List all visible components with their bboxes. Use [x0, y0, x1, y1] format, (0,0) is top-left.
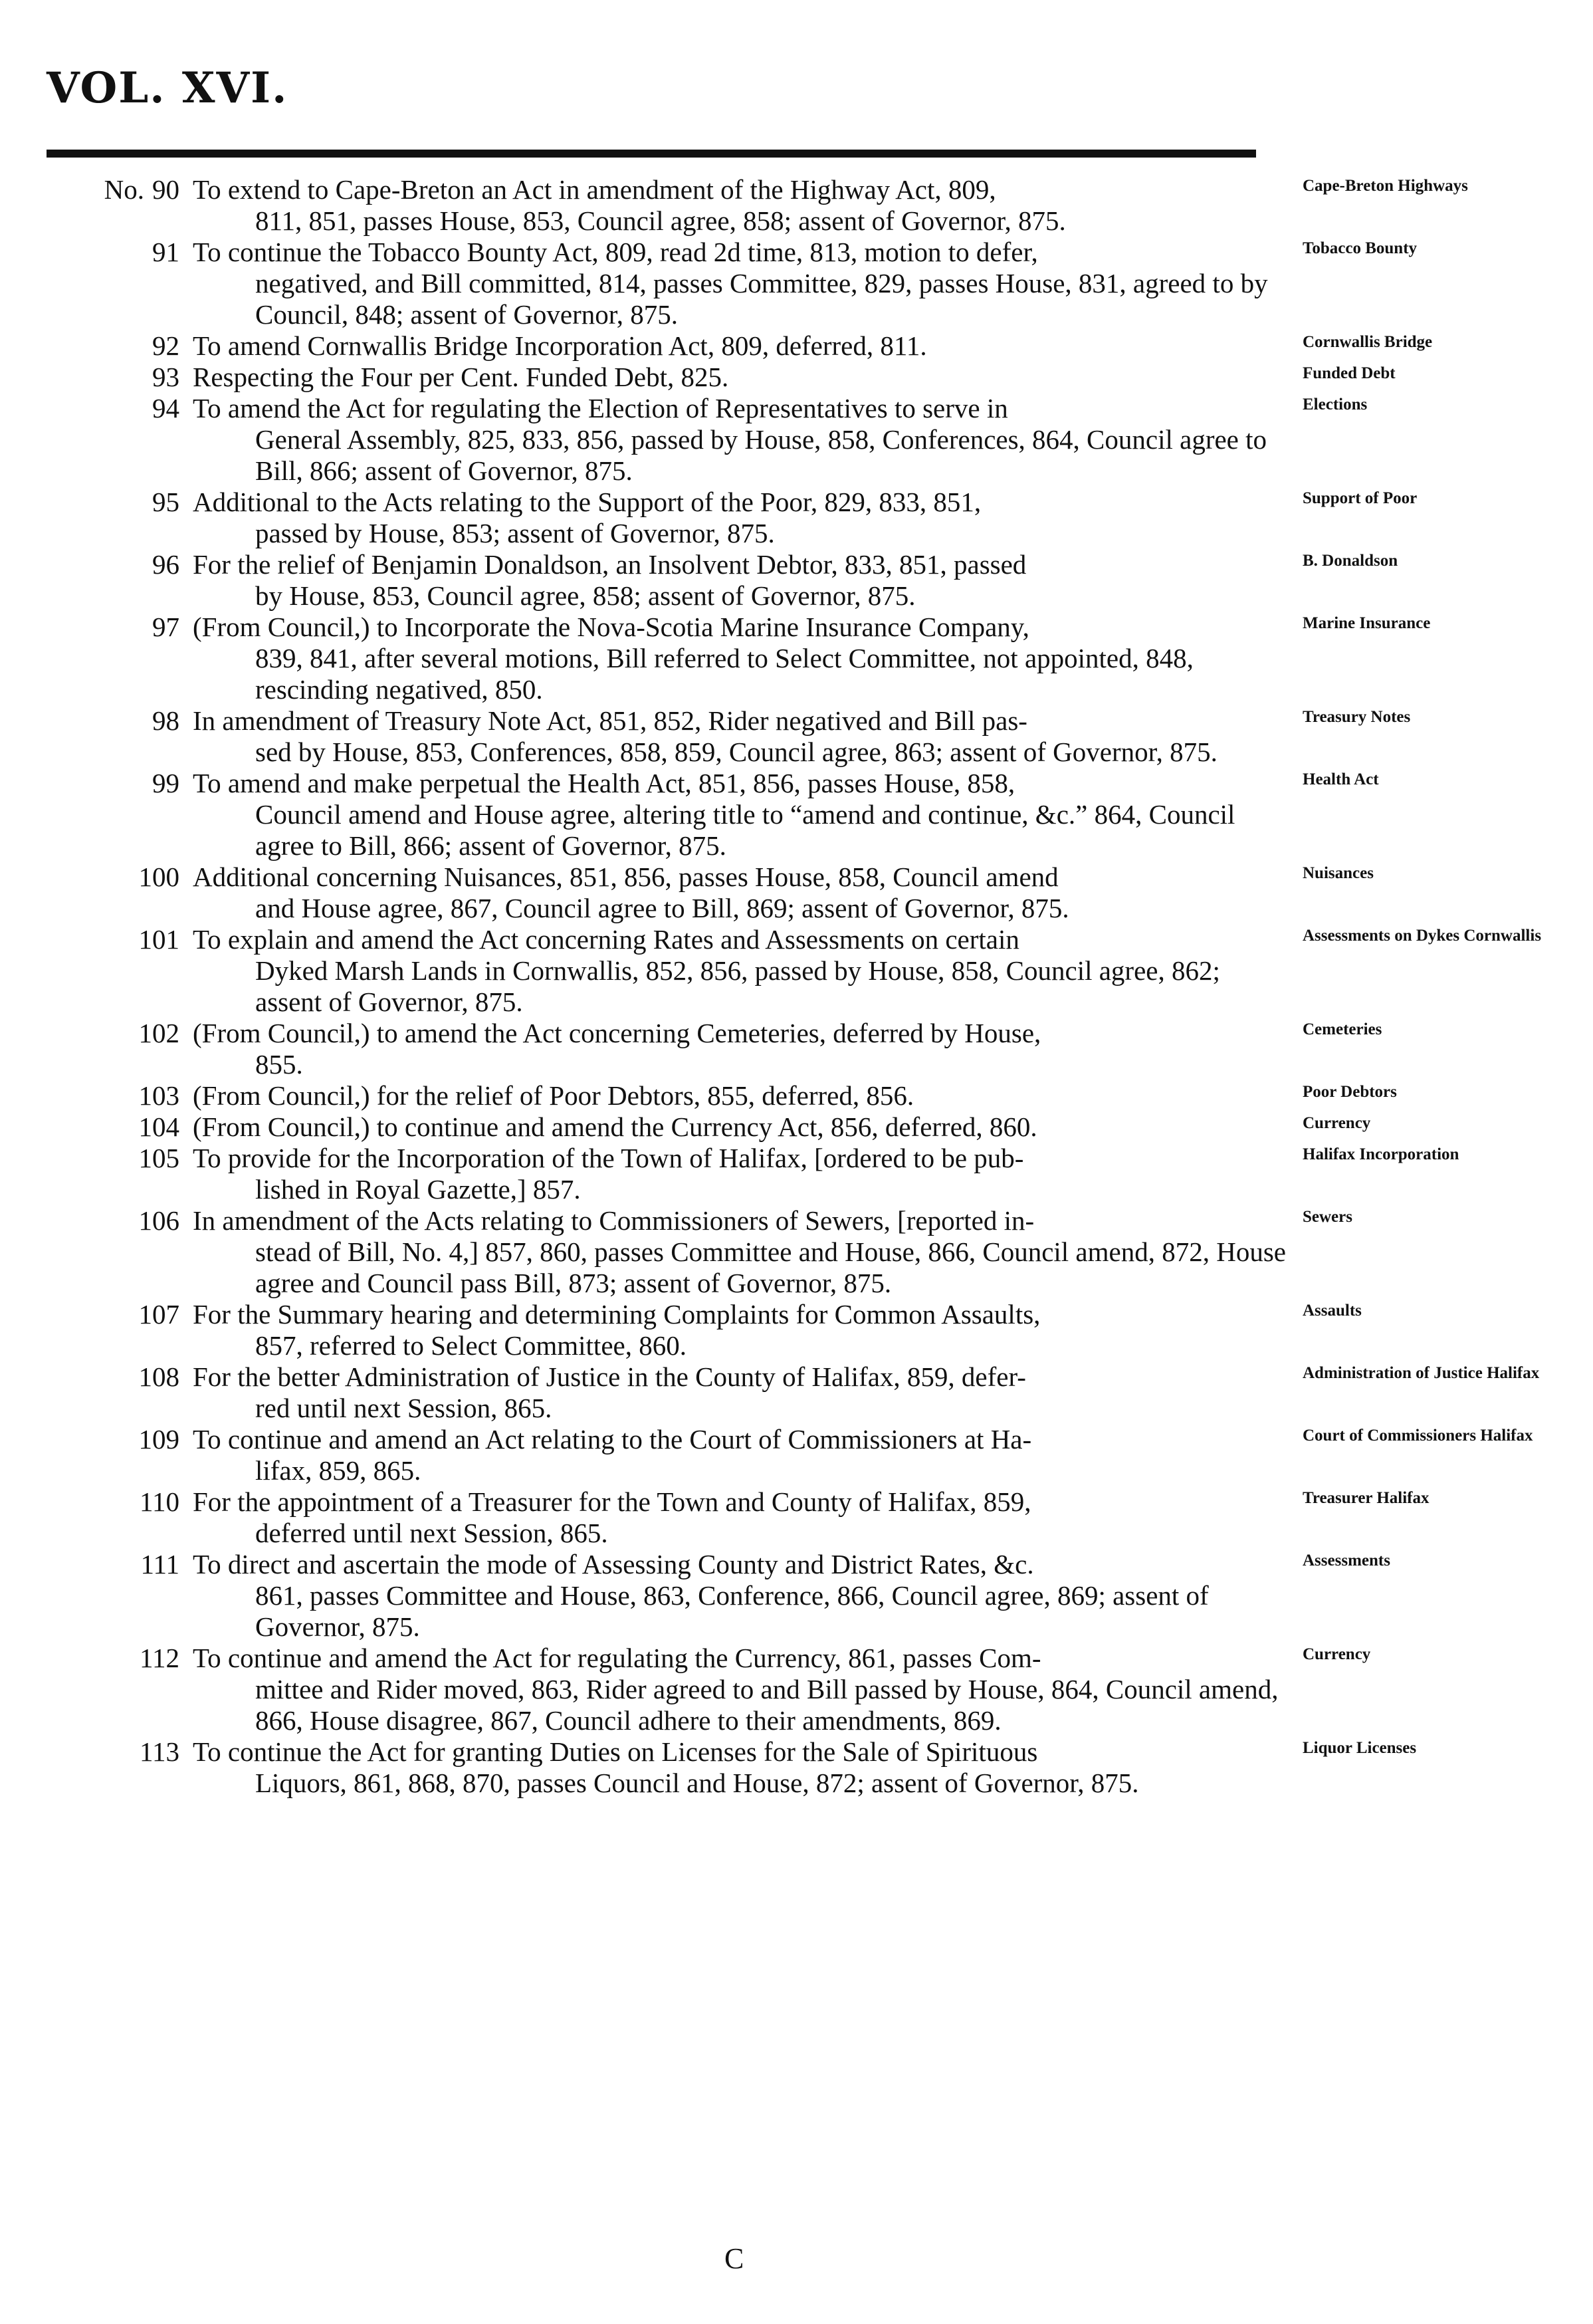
- margin-note: Liquor Licenses: [1303, 1739, 1417, 1757]
- margin-note: B. Donaldson: [1303, 552, 1398, 570]
- margin-note: Sewers: [1303, 1208, 1352, 1226]
- description-first-line: To continue the Tobacco Bounty Act, 809, read 2d time, 813, motion to defer,: [193, 237, 1038, 267]
- description-continuation: stead of Bill, No. 4,] 857, 860, passes Committee and House, 866, Council amend, 872, House agree and Council pass Bill, 873; assent of Governor, 875.: [255, 1236, 1286, 1298]
- bill-number: [47, 768, 179, 799]
- number-value: 90: [152, 174, 179, 205]
- number-value: 92: [152, 330, 179, 361]
- description-first-line: To continue and amend the Act for regulating the Currency, 861, passes Com-: [193, 1643, 1041, 1673]
- margin-note: Assessments: [1303, 1552, 1390, 1569]
- margin-note: Treasury Notes: [1303, 708, 1411, 726]
- bill-description: [193, 1299, 1289, 1361]
- bill-description: [193, 393, 1289, 487]
- number-value: 91: [152, 237, 179, 267]
- margin-note: Assessments on Dykes Cornwallis: [1303, 927, 1542, 945]
- number-value: 97: [152, 612, 179, 642]
- bill-number: [47, 1643, 179, 1674]
- description-first-line: In amendment of the Acts relating to Commissioners of Sewers, [reported in-: [193, 1205, 1035, 1236]
- bill-number: [47, 549, 179, 580]
- description-continuation: General Assembly, 825, 833, 856, passed by House, 858, Conferences, 864, Council agree to Bill, 866; assent of Governor, 875.: [255, 424, 1267, 486]
- bill-number: [47, 924, 179, 955]
- description-continuation: 839, 841, after several motions, Bill referred to Select Committee, not appointed, 848, rescinding negatived, 850.: [255, 643, 1194, 705]
- description-first-line: To amend the Act for regulating the Election of Representatives to serve in: [193, 393, 1008, 423]
- number-value: 102: [138, 1018, 179, 1048]
- bill-entry: [47, 1143, 1588, 1205]
- bill-description: [193, 924, 1289, 1018]
- number-value: 104: [138, 1111, 179, 1142]
- margin-note: Tobacco Bounty: [1303, 239, 1418, 257]
- bill-description: [193, 362, 1289, 393]
- number-value: 107: [138, 1299, 179, 1330]
- number-value: 110: [140, 1486, 179, 1517]
- number-value: 109: [138, 1424, 179, 1454]
- description-first-line: To amend and make perpetual the Health Act, 851, 856, passes House, 858,: [193, 768, 1015, 798]
- bill-entry: [47, 1361, 1588, 1424]
- bill-number: [47, 1111, 179, 1143]
- bill-description: [193, 705, 1289, 768]
- description-first-line: To amend Cornwallis Bridge Incorporation Act, 809, deferred, 811.: [193, 330, 927, 361]
- bill-entry: [47, 1643, 1588, 1736]
- number-value: 112: [140, 1643, 179, 1673]
- bill-number: [47, 705, 179, 737]
- bill-number: [47, 612, 179, 643]
- description-continuation: and House agree, 867, Council agree to Bill, 869; assent of Governor, 875.: [255, 893, 1069, 923]
- bill-entry: [47, 362, 1588, 393]
- description-continuation: Council amend and House agree, altering title to “amend and continue, &c.” 864, Council agree to Bill, 866; assent of Governor, 875.: [255, 799, 1235, 861]
- description-first-line: To provide for the Incorporation of the Town of Halifax, [ordered to be pub-: [193, 1143, 1024, 1173]
- bill-description: [193, 612, 1289, 705]
- description-continuation: lifax, 859, 865.: [255, 1455, 421, 1486]
- bill-entry: [47, 862, 1588, 924]
- bill-number: [47, 362, 179, 393]
- description-first-line: To direct and ascertain the mode of Assessing County and District Rates, &c.: [193, 1549, 1034, 1579]
- bill-number: [47, 1080, 179, 1111]
- bill-description: [193, 549, 1289, 612]
- signature-mark: C: [724, 2242, 744, 2275]
- bill-number: [47, 1205, 179, 1236]
- number-value: 94: [152, 393, 179, 423]
- number-value: 99: [152, 768, 179, 798]
- bill-entry: [47, 330, 1588, 362]
- description-continuation: 855.: [255, 1049, 303, 1080]
- bill-description: [193, 330, 1289, 362]
- description-first-line: To continue the Act for granting Duties on Licenses for the Sale of Spirituous: [193, 1736, 1038, 1767]
- description-first-line: Respecting the Four per Cent. Funded Debt, 825.: [193, 362, 729, 392]
- margin-note: Treasurer Halifax: [1303, 1489, 1430, 1507]
- bill-entry: [47, 705, 1588, 768]
- bill-entry: [47, 1549, 1588, 1643]
- description-first-line: To continue and amend an Act relating to the Court of Commissioners at Ha-: [193, 1424, 1032, 1454]
- description-continuation: sed by House, 853, Conferences, 858, 859, Council agree, 863; assent of Governor, 875.: [255, 737, 1218, 767]
- margin-note: Poor Debtors: [1303, 1083, 1397, 1101]
- description-continuation: negatived, and Bill committed, 814, passes Committee, 829, passes House, 831, agreed to by Council, 848; assent of Governor, 875.: [255, 268, 1268, 330]
- number-prefix: No.: [104, 174, 144, 205]
- description-continuation: passed by House, 853; assent of Governor, 875.: [255, 518, 775, 548]
- margin-note: Cemeteries: [1303, 1020, 1382, 1038]
- bill-entry: [47, 924, 1588, 1018]
- description-continuation: Dyked Marsh Lands in Cornwallis, 852, 856, passed by House, 858, Council agree, 862; assent of Governor, 875.: [255, 955, 1220, 1017]
- description-continuation: mittee and Rider moved, 863, Rider agreed to and Bill passed by House, 864, Council amend, 866, House disagree, 867, Council adhere to their amendments, 869.: [255, 1674, 1279, 1736]
- description-continuation: 861, passes Committee and House, 863, Conference, 866, Council agree, 869; assent of Governor, 875.: [255, 1580, 1209, 1642]
- bill-description: [193, 768, 1289, 862]
- number-value: 103: [138, 1080, 179, 1111]
- number-value: 95: [152, 487, 179, 517]
- description-first-line: For the relief of Benjamin Donaldson, an Insolvent Debtor, 833, 851, passed: [193, 549, 1027, 580]
- description-first-line: (From Council,) to Incorporate the Nova-Scotia Marine Insurance Company,: [193, 612, 1029, 642]
- description-first-line: For the better Administration of Justice in the County of Halifax, 859, defer-: [193, 1361, 1026, 1392]
- margin-note: Health Act: [1303, 770, 1379, 788]
- number-value: 113: [140, 1736, 179, 1767]
- bill-entry: [47, 174, 1588, 237]
- number-value: 106: [138, 1205, 179, 1236]
- number-value: 105: [138, 1143, 179, 1173]
- bill-number: [47, 1486, 179, 1518]
- margin-note: Halifax Incorporation: [1303, 1145, 1459, 1163]
- bill-description: [193, 1143, 1289, 1205]
- description-first-line: Additional to the Acts relating to the Support of the Poor, 829, 833, 851,: [193, 487, 982, 517]
- bill-description: [193, 1736, 1289, 1799]
- bill-entry: [47, 768, 1588, 862]
- bill-entry: [47, 1205, 1588, 1299]
- bill-number: [47, 862, 179, 893]
- margin-note: Administration of Justice Halifax: [1303, 1364, 1540, 1382]
- description-continuation: red until next Session, 865.: [255, 1393, 552, 1423]
- description-first-line: Additional concerning Nuisances, 851, 856, passes House, 858, Council amend: [193, 862, 1059, 892]
- bill-entry: [47, 1080, 1588, 1111]
- bill-entry: [47, 1424, 1588, 1486]
- bill-description: [193, 1080, 1289, 1111]
- bill-entry: [47, 1486, 1588, 1549]
- bill-description: [193, 1111, 1289, 1143]
- bill-number: [47, 1143, 179, 1174]
- description-first-line: (From Council,) to amend the Act concerning Cemeteries, deferred by House,: [193, 1018, 1041, 1048]
- number-value: 98: [152, 705, 179, 736]
- margin-note: Cornwallis Bridge: [1303, 333, 1433, 351]
- bill-description: [193, 174, 1289, 237]
- bill-number: [47, 1018, 179, 1049]
- number-value: 111: [140, 1549, 179, 1579]
- header-rule: [47, 150, 1256, 158]
- description-first-line: For the Summary hearing and determining Complaints for Common Assaults,: [193, 1299, 1041, 1330]
- margin-note: Elections: [1303, 396, 1368, 413]
- bill-description: [193, 1643, 1289, 1736]
- bill-number: [47, 393, 179, 424]
- margin-note: Support of Poor: [1303, 489, 1418, 507]
- description-first-line: To extend to Cape-Breton an Act in amendment of the Highway Act, 809,: [193, 174, 996, 205]
- bill-number: [47, 1424, 179, 1455]
- bill-description: [193, 1361, 1289, 1424]
- description-first-line: For the appointment of a Treasurer for the Town and County of Halifax, 859,: [193, 1486, 1031, 1517]
- bill-entry: [47, 1111, 1588, 1143]
- margin-note: Cape-Breton Highways: [1303, 177, 1468, 195]
- number-value: 96: [152, 549, 179, 580]
- bill-entry: [47, 487, 1588, 549]
- description-continuation: Liquors, 861, 868, 870, passes Council and House, 872; assent of Governor, 875.: [255, 1768, 1139, 1798]
- margin-note: Currency: [1303, 1645, 1371, 1663]
- number-value: 93: [152, 362, 179, 392]
- volume-heading: VOL. XVI.: [47, 63, 288, 113]
- bill-number: [47, 1549, 179, 1580]
- bill-description: [193, 862, 1289, 924]
- bill-number: [47, 237, 179, 268]
- bill-list: [47, 174, 1588, 1799]
- margin-note: Nuisances: [1303, 864, 1374, 882]
- description-continuation: by House, 853, Council agree, 858; assent of Governor, 875.: [255, 580, 916, 611]
- margin-note: Court of Commissioners Halifax: [1303, 1427, 1533, 1445]
- description-continuation: 857, referred to Select Committee, 860.: [255, 1330, 687, 1361]
- bill-entry: [47, 1736, 1588, 1799]
- margin-note: Assaults: [1303, 1302, 1362, 1320]
- bill-entry: [47, 1018, 1588, 1080]
- bill-entry: [47, 237, 1588, 330]
- bill-number: [47, 1361, 179, 1393]
- bill-entry: [47, 1299, 1588, 1361]
- bill-description: [193, 1486, 1289, 1549]
- bill-number: [47, 174, 179, 205]
- bill-description: [193, 237, 1289, 330]
- margin-note: Marine Insurance: [1303, 614, 1431, 632]
- bill-description: [193, 1018, 1289, 1080]
- bill-description: [193, 1205, 1289, 1299]
- bill-entry: [47, 612, 1588, 705]
- bill-description: [193, 1424, 1289, 1486]
- description-continuation: deferred until next Session, 865.: [255, 1518, 608, 1548]
- description-first-line: To explain and amend the Act concerning Rates and Assessments on certain: [193, 924, 1019, 955]
- bill-description: [193, 487, 1289, 549]
- bill-entry: [47, 549, 1588, 612]
- number-value: 101: [138, 924, 179, 955]
- bill-number: [47, 1299, 179, 1330]
- description-first-line: (From Council,) for the relief of Poor Debtors, 855, deferred, 856.: [193, 1080, 914, 1111]
- number-value: 108: [138, 1361, 179, 1392]
- bill-number: [47, 330, 179, 362]
- bill-number: [47, 1736, 179, 1768]
- bill-entry: [47, 393, 1588, 487]
- bill-number: [47, 487, 179, 518]
- margin-note: Funded Debt: [1303, 364, 1396, 382]
- bill-description: [193, 1549, 1289, 1643]
- description-first-line: In amendment of Treasury Note Act, 851, 852, Rider negatived and Bill pas-: [193, 705, 1027, 736]
- description-first-line: (From Council,) to continue and amend the Currency Act, 856, deferred, 860.: [193, 1111, 1037, 1142]
- description-continuation: lished in Royal Gazette,] 857.: [255, 1174, 581, 1205]
- margin-note: Currency: [1303, 1114, 1371, 1132]
- description-continuation: 811, 851, passes House, 853, Council agree, 858; assent of Governor, 875.: [255, 205, 1066, 236]
- number-value: 100: [138, 862, 179, 892]
